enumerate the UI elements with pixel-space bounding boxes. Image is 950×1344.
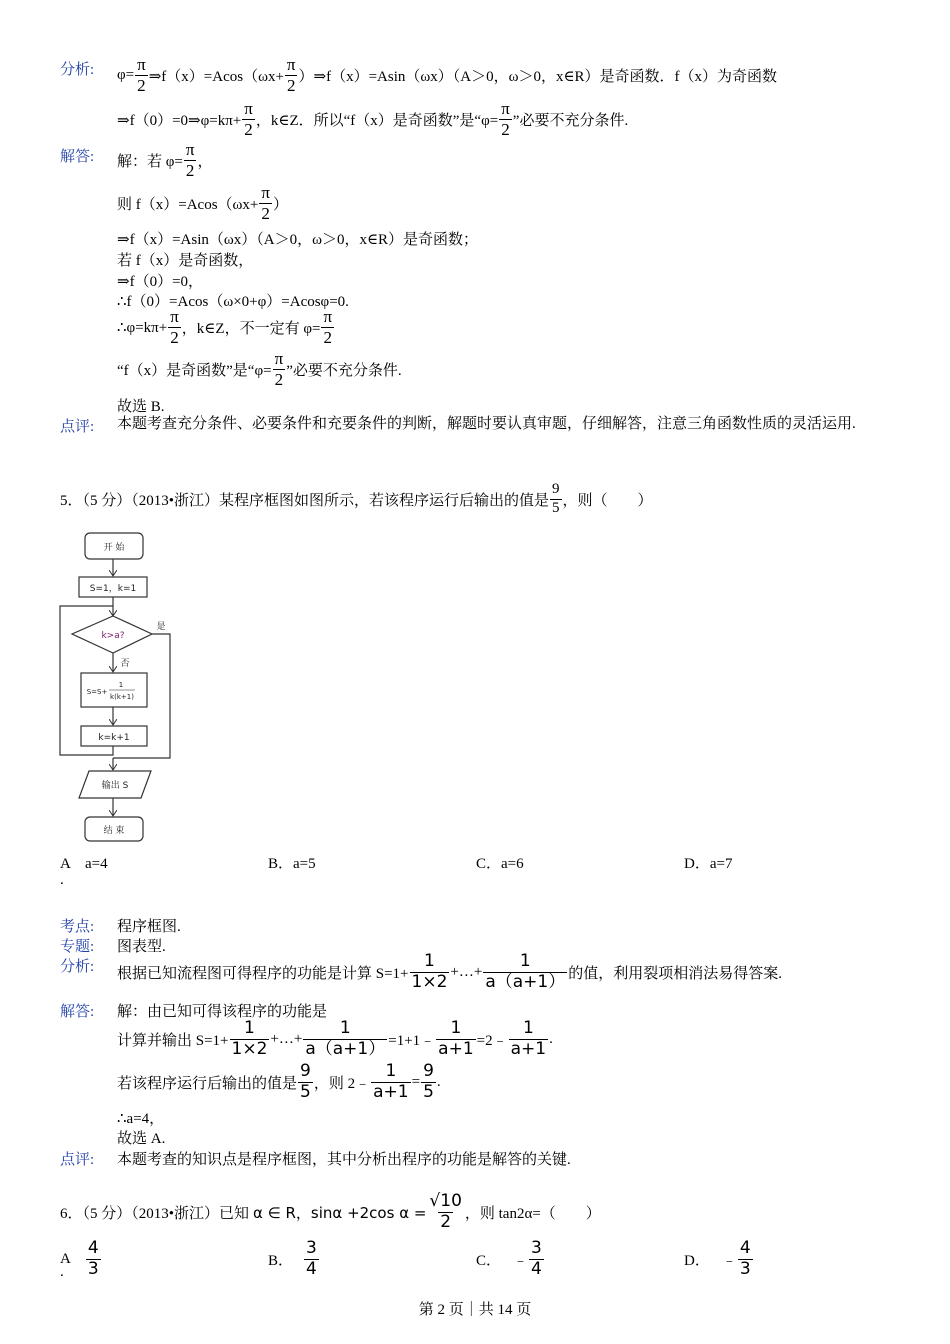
fraction-1-over-a-a1: $\frac{1}{a(a+1)}$ [305, 1018, 386, 1059]
q5-answer-line-4: ∴a=4， [117, 1111, 165, 1127]
flow-update-s-text: S=S+ [86, 688, 108, 696]
q4-answer-line-9: 故选 B. [117, 399, 165, 415]
option-c[interactable]: C．a=6 [476, 856, 524, 872]
flow-update-s-num: 1 [118, 681, 124, 689]
q5-analysis-line: 根据已知流程图可得程序的功能是计算 S=1+ $\frac{1}{1\times 2}$ +…+ $\frac{1}{a(a+1)}$ 的值，利用裂项相消法易得答案. [117, 951, 782, 992]
fraction-option-b: $\frac{3}{4}$ [306, 1238, 317, 1279]
flow-update-s-den: k(k+1) [110, 693, 134, 701]
flow-no-text: 否 [120, 659, 130, 669]
q4-analysis-line-2: ⇒f（0）=0⇒φ=kπ+ $\frac{\pi}{2}$ ，k∈Z．所以“f（x）是奇函数”是“φ= $\frac{\pi}{2}$ ”必要不充分条件. [117, 99, 629, 139]
point-label: 考点: [60, 919, 95, 935]
q5-topic: 图表型. [117, 939, 166, 955]
q6-stem: 6．（5 分）（2013•浙江）已知 α ∈ R，sinα +2cos α = $\frac{√10}{2}$ ，则 tan2α=（ ） [60, 1191, 601, 1232]
option-b[interactable]: B． $\frac{3}{4}$ [268, 1238, 317, 1279]
q4-comment: 本题考查充分条件、必要条件和充要条件的判断，解题时要认真审题，仔细解答，注意三角函数性质的灵活运用. [117, 416, 856, 432]
fraction-9-over-5: $\frac{9}{5}$ [300, 1061, 311, 1102]
flow-update-k-text: k=k+1 [98, 733, 130, 743]
answer-label: 解答: [60, 149, 95, 165]
fraction-9-over-5: $\frac{9}{5}$ [423, 1061, 434, 1102]
analysis-label: 分析: [60, 959, 95, 975]
option-d[interactable]: D．a=7 [684, 856, 733, 872]
page-footer: 第 2 页｜共 14 页 [418, 1302, 532, 1318]
q5-point: 程序框图. [117, 919, 181, 935]
fraction-pi-over-2: $\frac{\pi}{2}$ [185, 140, 195, 180]
q4-answer-line-7: ∴φ=kπ+ $\frac{\pi}{2}$ ，k∈Z，不一定有 φ= $\frac{\pi}{2}$ [117, 307, 333, 347]
flow-cond-text: k>a? [101, 631, 125, 641]
q4-analysis-line-1: φ= $\frac{\pi}{2}$ ⇒f（x）=Acos（ωx+ $\frac{\pi}{2}$ ）⇒f（x）=Asin（ωx）（A＞0，ω＞0，x∈R）是奇函数．f（x）为奇函数 [117, 55, 778, 95]
fraction-pi-over-2: $\frac{\pi}{2}$ [274, 349, 284, 389]
q4-answer-line-3: ⇒f（x）=Asin（ωx）（A＞0，ω＞0，x∈R）是奇函数； [117, 232, 479, 248]
option-d[interactable]: D． ﹣ $\frac{4}{3}$ [684, 1238, 751, 1279]
fraction-pi-over-2: $\frac{\pi}{2}$ [261, 183, 270, 223]
option-a[interactable]: A a=4 [60, 856, 108, 872]
fraction-9-over-5: $\frac{9}{5}$ [552, 481, 560, 516]
flow-start-text: 开 始 [103, 543, 125, 553]
q5-answer-line-2: 计算并输出 S=1+ $\frac{1}{1\times 2}$ +…+ $\frac{1}{a(a+1)}$ =1+1﹣ $\frac{1}{a+1}$ =2﹣ $\frac{1}{a+1}$ . [117, 1018, 553, 1059]
q5-stem: 5．（5 分）（2013•浙江）某程序框图如图所示，若该程序运行后输出的值是 $\frac{9}{5}$ ，则（ ） [60, 481, 653, 516]
fraction-1-over-a-a1: $\frac{1}{a(a+1)}$ [485, 951, 566, 992]
q4-answer-line-6: ∴f（0）=Acos（ω×0+φ）=Acosφ=0. [117, 294, 349, 310]
option-c[interactable]: C． ﹣ $\frac{3}{4}$ [476, 1238, 542, 1279]
comment-label: 点评: [60, 1152, 95, 1168]
fraction-pi-over-2: $\frac{\pi}{2}$ [244, 99, 253, 139]
flow-init-text: S=1，k=1 [89, 584, 137, 594]
option-a[interactable]: A $\frac{4}{3}$ [60, 1238, 99, 1279]
fraction-1-over-a1: $\frac{1}{a+1}$ [373, 1061, 409, 1102]
q4-answer-line-1: 解：若 φ= $\frac{\pi}{2}$ ， [117, 140, 213, 180]
fraction-1-over-1x2: $\frac{1}{1\times 2}$ [411, 951, 448, 992]
q5-comment: 本题考查的知识点是程序框图，其中分析出程序的功能是解答的关键. [117, 1152, 571, 1168]
answer-label: 解答: [60, 1004, 95, 1020]
q4-answer-line-4: 若 f（x）是奇函数， [117, 253, 254, 269]
q4-answer-line-8: “f（x）是奇函数”是“φ= $\frac{\pi}{2}$ ”必要不充分条件. [117, 349, 402, 389]
option-dot: . [60, 872, 64, 888]
fraction-sqrt10-over-2: $\frac{√10}{2}$ [429, 1191, 462, 1232]
q4-answer-line-2: 则 f（x）=Acos（ωx+ $\frac{\pi}{2}$ ） [117, 183, 288, 223]
option-dot: . [60, 1264, 64, 1280]
fraction-pi-over-2: $\frac{\pi}{2}$ [170, 307, 179, 347]
q5-answer-line-5: 故选 A. [117, 1131, 166, 1147]
q5-answer-line-1: 解：由已知可得该程序的功能是 [117, 1004, 328, 1020]
q4-answer-line-5: ⇒f（0）=0， [117, 274, 204, 290]
flow-end-text: 结 束 [103, 826, 125, 836]
fraction-option-c: $\frac{3}{4}$ [531, 1238, 542, 1279]
option-b[interactable]: B．a=5 [268, 856, 316, 872]
fraction-pi-over-2: $\frac{\pi}{2}$ [286, 55, 296, 95]
fraction-pi-over-2: $\frac{\pi}{2}$ [137, 55, 146, 95]
topic-label: 专题: [60, 939, 95, 955]
analysis-label: 分析: [60, 62, 95, 78]
program-flowchart [55, 530, 185, 846]
fraction-option-d: $\frac{4}{3}$ [739, 1238, 751, 1279]
fraction-pi-over-2: $\frac{\pi}{2}$ [323, 307, 333, 347]
comment-label: 点评: [60, 419, 95, 435]
flow-yes-text: 是 [156, 622, 166, 632]
flow-output-text: 输出 S [101, 781, 129, 791]
fraction-option-a: $\frac{4}{3}$ [87, 1238, 99, 1279]
fraction-pi-over-2: $\frac{\pi}{2}$ [501, 99, 510, 139]
fraction-1-over-1x2: $\frac{1}{1\times 2}$ [231, 1018, 268, 1059]
fraction-1-over-a1: $\frac{1}{a+1}$ [438, 1018, 474, 1059]
q5-answer-line-3: 若该程序运行后输出的值是 $\frac{9}{5}$ ，则 2﹣ $\frac{1}{a+1}$ = $\frac{9}{5}$ . [117, 1061, 441, 1102]
fraction-1-over-a1: $\frac{1}{a+1}$ [510, 1018, 547, 1059]
